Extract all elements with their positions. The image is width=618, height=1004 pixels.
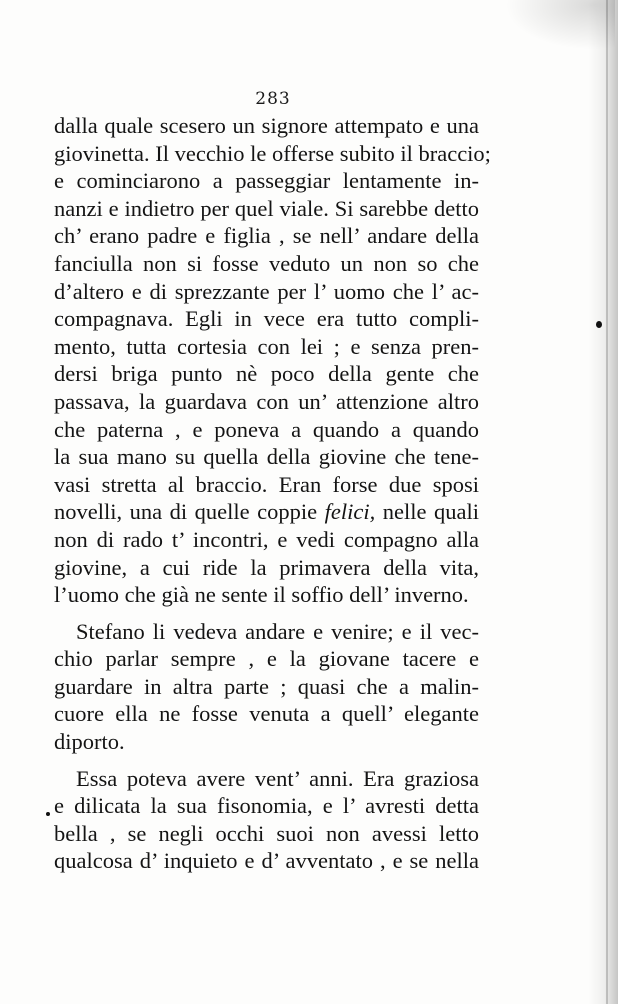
text-line: giovine, a cui ride la primavera della vita, bbox=[54, 554, 479, 580]
text-line: Essa poteva avere vent’ anni. Era graziosa bbox=[76, 765, 479, 791]
text-line: fanciulla non si fosse veduto un non so che bbox=[54, 250, 479, 276]
text-line: bella , se negli occhi suoi non avessi letto bbox=[54, 820, 479, 846]
text-line: passava, la guardava con un’ attenzione altro bbox=[54, 388, 479, 414]
text-line: dersi briga punto nè poco della gente che bbox=[54, 361, 479, 387]
text-line: mento, tutta cortesia con lei ; e senza pren- bbox=[54, 333, 479, 359]
page-edge-shadow bbox=[588, 0, 618, 1004]
text-line: non di rado t’ incontri, e vedi compagno alla bbox=[54, 526, 479, 552]
text-line: nanzi e indietro per quel viale. Si sarebbe detto bbox=[54, 195, 479, 221]
text-line: l’uomo che già ne sente il soffio dell’ inverno. bbox=[54, 582, 469, 608]
text-line: guardare in altra parte ; quasi che a malin- bbox=[54, 673, 479, 699]
text-fragment: novelli, una di quelle coppie bbox=[54, 499, 318, 525]
page-edge-line bbox=[606, 0, 608, 1004]
text-line: cuore ella ne fosse venuta a quell’ elegante bbox=[54, 701, 479, 727]
text-line: diporto. bbox=[54, 729, 125, 755]
text-line: d’altero e di sprezzante per l’ uomo che l’ ac- bbox=[54, 278, 479, 304]
italic-word: felici, bbox=[324, 499, 376, 525]
text-line: chio parlar sempre , e la giovane tacere e bbox=[54, 646, 479, 672]
text-line: qualcosa d’ inquieto e d’ avventato , e se nella bbox=[54, 848, 479, 874]
page-number: 283 bbox=[255, 89, 291, 109]
text-line: e cominciarono a passeggiar lentamente in- bbox=[54, 168, 479, 194]
text-line: la sua mano su quella della giovine che tene- bbox=[54, 444, 479, 470]
text-line: che paterna , e poneva a quando a quando bbox=[54, 416, 479, 442]
text-fragment: nelle quali bbox=[382, 499, 479, 525]
ink-speck bbox=[46, 812, 50, 816]
text-line: Stefano li vedeva andare e venire; e il vec- bbox=[76, 618, 479, 644]
text-line: ch’ erano padre e figlia , se nell’ andare della bbox=[54, 223, 479, 249]
page-body bbox=[54, 112, 491, 875]
text-line: e dilicata la sua fisonomia, e l’ avresti detta bbox=[54, 793, 479, 819]
text-line: giovinetta. Il vecchio le offerse subito il braccio; bbox=[54, 140, 491, 166]
text-line: compagnava. Egli in vece era tutto compli- bbox=[54, 306, 479, 332]
text-line: vasi stretta al braccio. Eran forse due sposi bbox=[54, 471, 479, 497]
ink-speck bbox=[596, 321, 602, 328]
text-line bbox=[54, 498, 479, 526]
text-line: dalla quale scesero un signore attempato e una bbox=[54, 113, 479, 138]
